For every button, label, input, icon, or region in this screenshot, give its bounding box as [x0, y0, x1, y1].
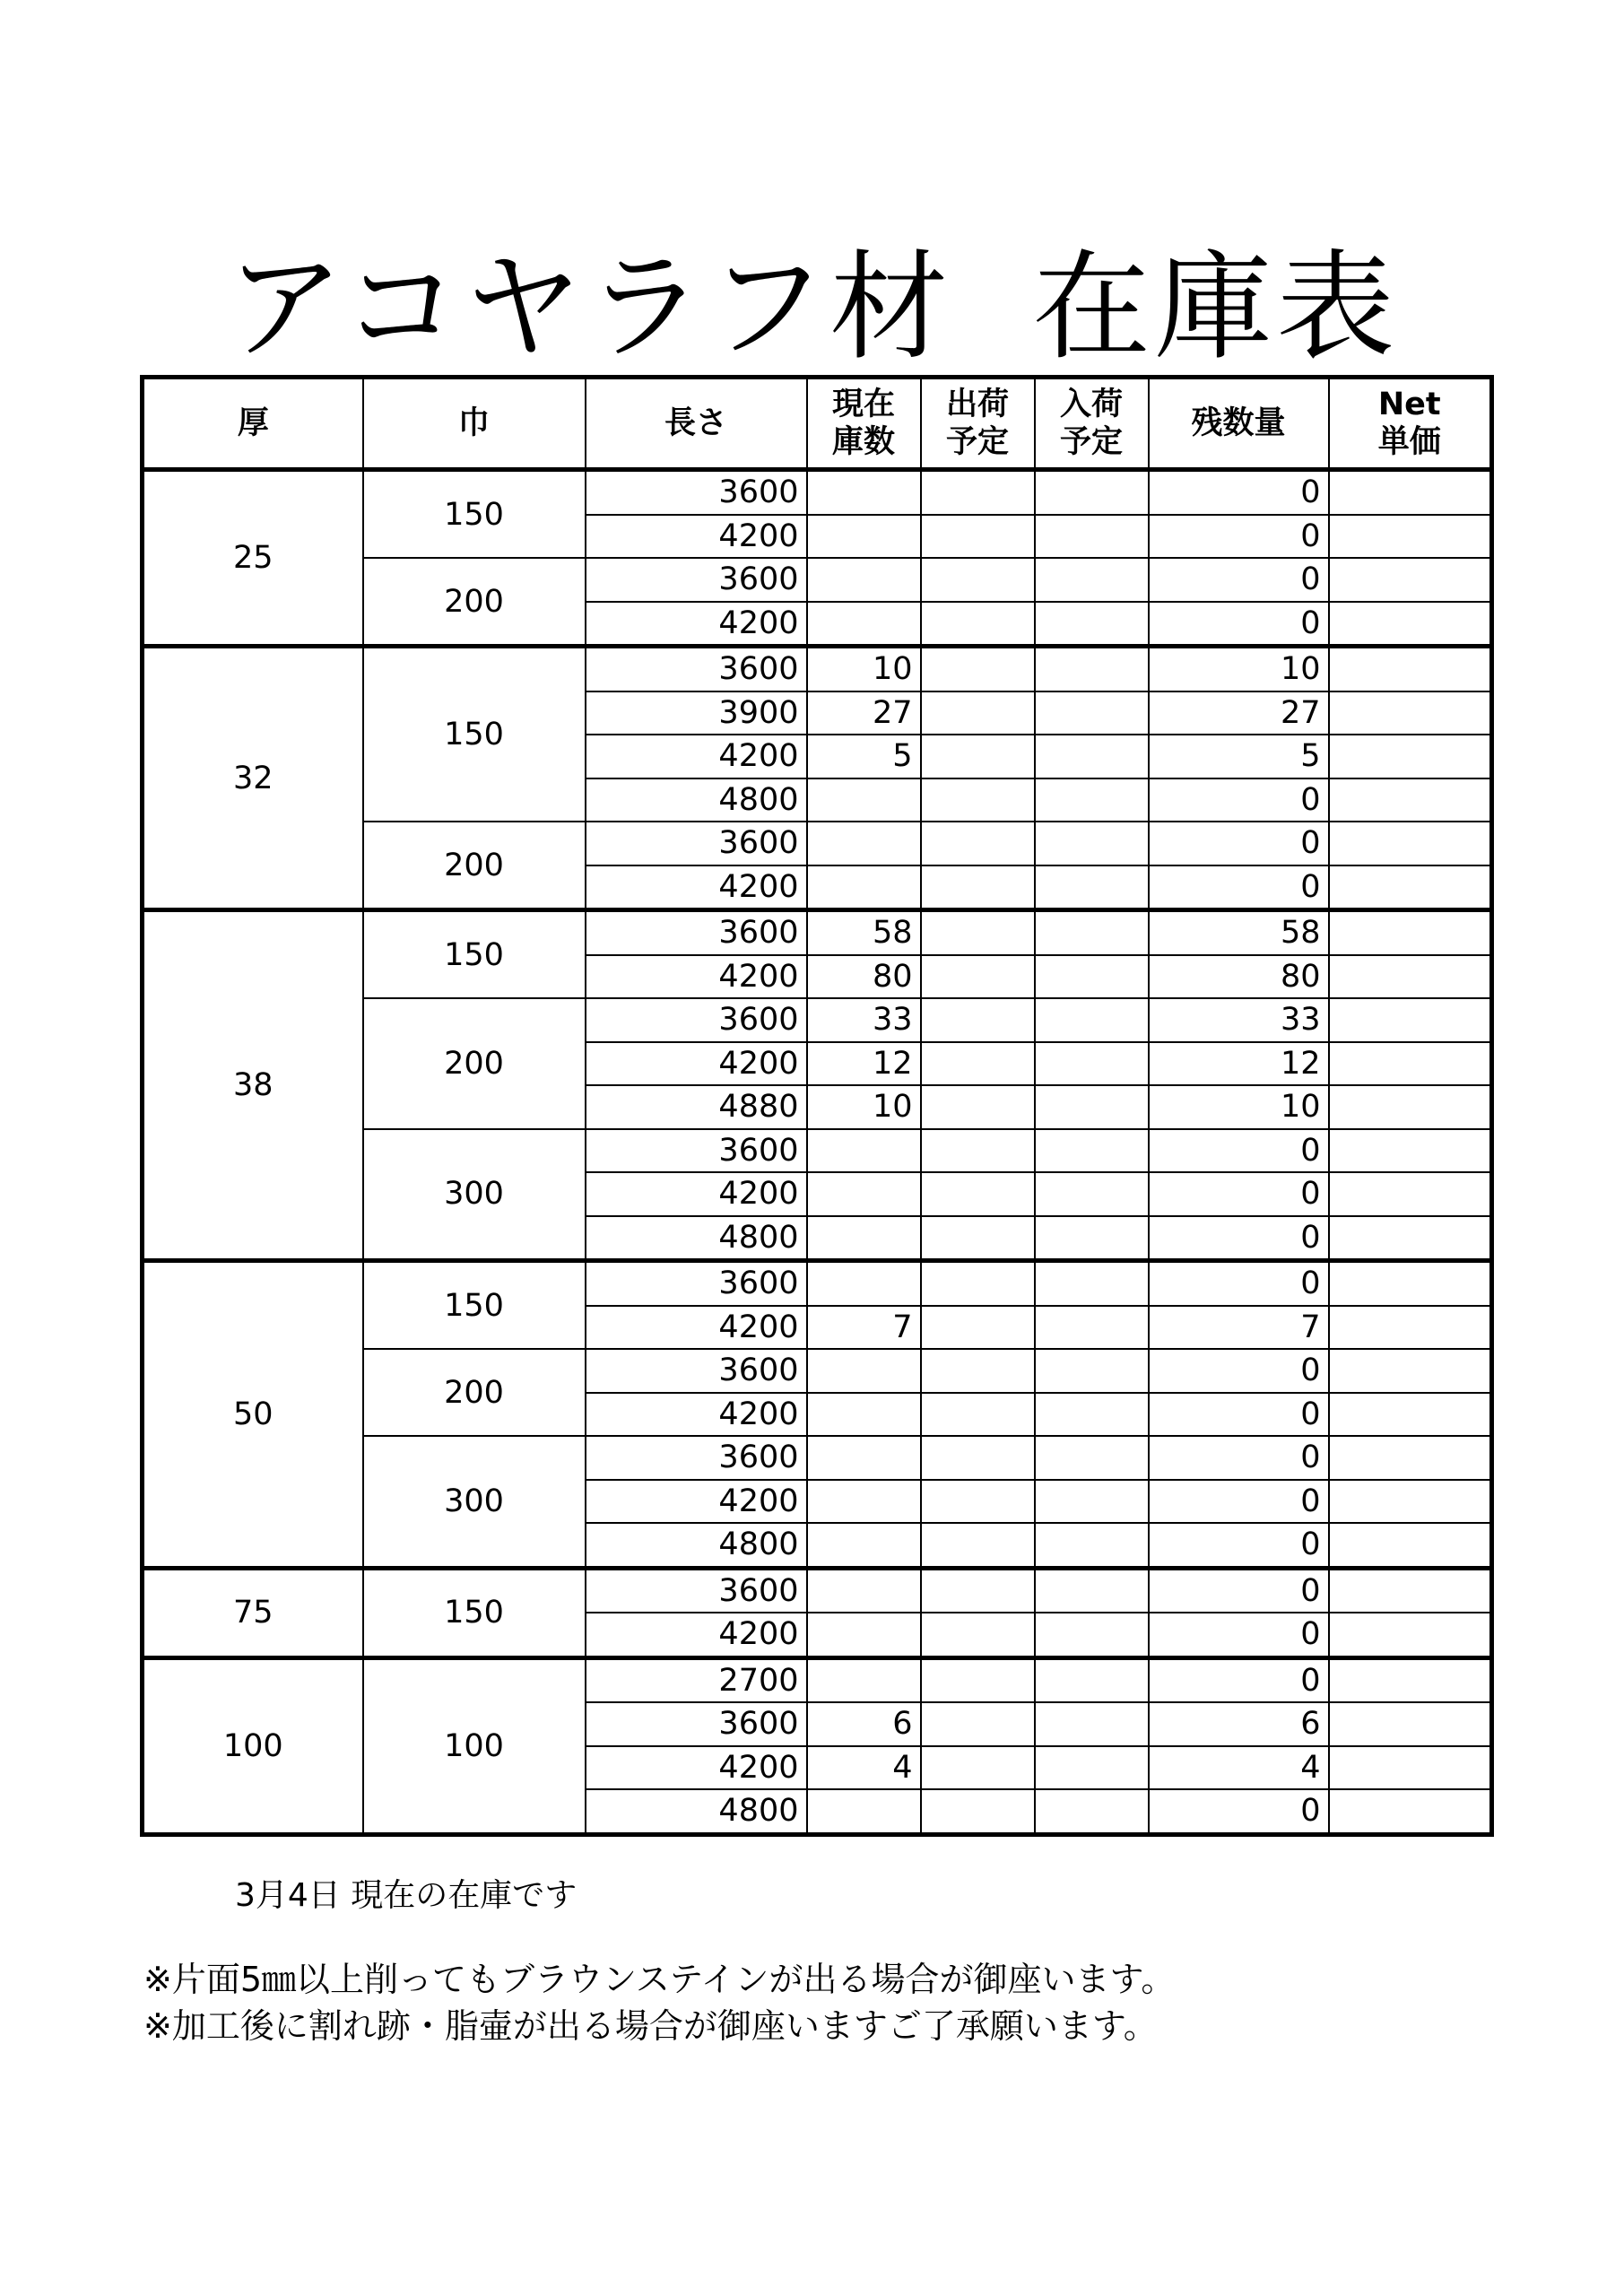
arrival-plan-cell: [1035, 1657, 1149, 1702]
net-price-cell: [1329, 1216, 1492, 1261]
length-cell: 4200: [586, 1613, 807, 1657]
length-cell: 3600: [586, 1129, 807, 1173]
remaining-cell: 0: [1149, 822, 1329, 865]
arrival-plan-cell: [1035, 1480, 1149, 1524]
net-price-cell: [1329, 1042, 1492, 1086]
length-cell: 3600: [586, 558, 807, 602]
thickness-cell: 75: [143, 1568, 363, 1657]
remaining-cell: 12: [1149, 1042, 1329, 1086]
remaining-cell: 4: [1149, 1746, 1329, 1790]
arrival-plan-cell: [1035, 602, 1149, 647]
header-row: [143, 378, 1492, 470]
net-price-cell: [1329, 1306, 1492, 1350]
length-cell: 4200: [586, 515, 807, 559]
net-price-cell: [1329, 778, 1492, 822]
net-price-cell: [1329, 735, 1492, 778]
arrival-plan-cell: [1035, 1306, 1149, 1350]
net-price-cell: [1329, 822, 1492, 865]
remaining-cell: 0: [1149, 1657, 1329, 1702]
arrival-plan-cell: [1035, 822, 1149, 865]
remaining-cell: 0: [1149, 558, 1329, 602]
current-stock-cell: [807, 778, 921, 822]
crack-resin-note: ※加工後に割れ跡・脂壷が出る場合が御座いますご了承願います。: [143, 2006, 1158, 2046]
arrival-plan-cell: [1035, 647, 1149, 691]
remaining-cell: 10: [1149, 1085, 1329, 1129]
current-stock-cell: [807, 865, 921, 910]
brown-stain-note: ※片面5㎜以上削ってもブラウンステインが出る場合が御座います。: [143, 1960, 1176, 1999]
remaining-cell: 0: [1149, 1129, 1329, 1173]
remaining-cell: 0: [1149, 1568, 1329, 1613]
ship-plan-cell: [921, 558, 1035, 602]
arrival-plan-cell: [1035, 735, 1149, 778]
current-stock-cell: 33: [807, 998, 921, 1042]
net-price-cell: [1329, 1523, 1492, 1568]
header-net-price: Net 単価: [1329, 378, 1492, 470]
arrival-plan-cell: [1035, 1216, 1149, 1261]
length-cell: 3600: [586, 1568, 807, 1613]
net-price-cell: [1329, 998, 1492, 1042]
ship-plan-cell: [921, 1393, 1035, 1437]
thickness-cell: 25: [143, 470, 363, 647]
arrival-plan-cell: [1035, 998, 1149, 1042]
arrival-plan-cell: [1035, 691, 1149, 735]
current-stock-cell: 27: [807, 691, 921, 735]
length-cell: 3600: [586, 1349, 807, 1393]
remaining-cell: 0: [1149, 1216, 1329, 1261]
width-cell: 200: [363, 822, 586, 910]
current-stock-cell: [807, 515, 921, 559]
length-cell: 3600: [586, 1436, 807, 1480]
net-price-cell: [1329, 1702, 1492, 1746]
table-row: [143, 1261, 1492, 1306]
arrival-plan-cell: [1035, 515, 1149, 559]
ship-plan-cell: [921, 1523, 1035, 1568]
length-cell: 4800: [586, 1789, 807, 1834]
ship-plan-cell: [921, 470, 1035, 515]
net-price-cell: [1329, 1657, 1492, 1702]
ship-plan-cell: [921, 955, 1035, 999]
arrival-plan-cell: [1035, 910, 1149, 955]
length-cell: 4880: [586, 1085, 807, 1129]
header-arrival-plan: 入荷 予定: [1035, 378, 1149, 470]
arrival-plan-cell: [1035, 1172, 1149, 1216]
current-stock-cell: [807, 1789, 921, 1834]
remaining-cell: 0: [1149, 1261, 1329, 1306]
remaining-cell: 0: [1149, 1523, 1329, 1568]
arrival-plan-cell: [1035, 1261, 1149, 1306]
ship-plan-cell: [921, 1746, 1035, 1790]
ship-plan-cell: [921, 1480, 1035, 1524]
remaining-cell: 58: [1149, 910, 1329, 955]
length-cell: 4200: [586, 602, 807, 647]
arrival-plan-cell: [1035, 1436, 1149, 1480]
length-cell: 3600: [586, 1702, 807, 1746]
net-price-cell: [1329, 1085, 1492, 1129]
table-row: [143, 1568, 1492, 1613]
remaining-cell: 7: [1149, 1306, 1329, 1350]
length-cell: 4800: [586, 778, 807, 822]
current-stock-cell: 6: [807, 1702, 921, 1746]
title-stock-table: 在庫表: [1032, 239, 1399, 377]
arrival-plan-cell: [1035, 558, 1149, 602]
width-cell: 300: [363, 1129, 586, 1261]
remaining-cell: 0: [1149, 1613, 1329, 1657]
arrival-plan-cell: [1035, 1523, 1149, 1568]
ship-plan-cell: [921, 822, 1035, 865]
current-stock-cell: [807, 1349, 921, 1393]
current-stock-cell: [807, 1523, 921, 1568]
current-stock-cell: [807, 1172, 921, 1216]
ship-plan-cell: [921, 1436, 1035, 1480]
ship-plan-cell: [921, 998, 1035, 1042]
width-cell: 150: [363, 1261, 586, 1350]
title-product: アコヤラフ材: [225, 239, 952, 377]
net-price-cell: [1329, 955, 1492, 999]
net-price-cell: [1329, 1261, 1492, 1306]
header-remaining: 残数量: [1149, 378, 1329, 470]
current-stock-cell: 4: [807, 1746, 921, 1790]
net-price-cell: [1329, 647, 1492, 691]
remaining-cell: 0: [1149, 1480, 1329, 1524]
length-cell: 3600: [586, 822, 807, 865]
header-thickness: 厚: [143, 378, 363, 470]
width-cell: 200: [363, 558, 586, 647]
net-price-cell: [1329, 515, 1492, 559]
net-price-cell: [1329, 1746, 1492, 1790]
length-cell: 3600: [586, 910, 807, 955]
net-price-cell: [1329, 602, 1492, 647]
net-price-cell: [1329, 558, 1492, 602]
ship-plan-cell: [921, 735, 1035, 778]
header-length: 長さ: [586, 378, 807, 470]
net-price-cell: [1329, 1789, 1492, 1834]
net-price-cell: [1329, 1613, 1492, 1657]
remaining-cell: 6: [1149, 1702, 1329, 1746]
current-stock-cell: [807, 1436, 921, 1480]
current-stock-cell: [807, 1480, 921, 1524]
arrival-plan-cell: [1035, 1042, 1149, 1086]
length-cell: 4800: [586, 1523, 807, 1568]
remaining-cell: 0: [1149, 602, 1329, 647]
length-cell: 4200: [586, 1306, 807, 1350]
remaining-cell: 0: [1149, 865, 1329, 910]
remaining-cell: 0: [1149, 1349, 1329, 1393]
current-stock-cell: [807, 558, 921, 602]
remaining-cell: 0: [1149, 470, 1329, 515]
remaining-cell: 33: [1149, 998, 1329, 1042]
remaining-cell: 0: [1149, 1789, 1329, 1834]
current-stock-cell: [807, 1657, 921, 1702]
net-price-cell: [1329, 470, 1492, 515]
ship-plan-cell: [921, 1349, 1035, 1393]
length-cell: 3900: [586, 691, 807, 735]
width-cell: 100: [363, 1657, 586, 1834]
length-cell: 4200: [586, 1393, 807, 1437]
ship-plan-cell: [921, 1216, 1035, 1261]
ship-plan-cell: [921, 865, 1035, 910]
arrival-plan-cell: [1035, 1789, 1149, 1834]
table-row: [143, 470, 1492, 515]
length-cell: 3600: [586, 470, 807, 515]
remaining-cell: 5: [1149, 735, 1329, 778]
width-cell: 300: [363, 1436, 586, 1568]
length-cell: 3600: [586, 998, 807, 1042]
table-row: [143, 1657, 1492, 1702]
stock-table-body: [143, 470, 1492, 1835]
width-cell: 150: [363, 1568, 586, 1657]
width-cell: 200: [363, 998, 586, 1129]
ship-plan-cell: [921, 1042, 1035, 1086]
ship-plan-cell: [921, 647, 1035, 691]
remaining-cell: 10: [1149, 647, 1329, 691]
ship-plan-cell: [921, 1613, 1035, 1657]
as-of-date-note: 3月4日 現在の在庫です: [235, 1877, 578, 1914]
remaining-cell: 0: [1149, 1172, 1329, 1216]
current-stock-cell: [807, 602, 921, 647]
net-price-cell: [1329, 1568, 1492, 1613]
remaining-cell: 0: [1149, 778, 1329, 822]
arrival-plan-cell: [1035, 1129, 1149, 1173]
current-stock-cell: [807, 1129, 921, 1173]
net-price-cell: [1329, 1129, 1492, 1173]
header-width: 巾: [363, 378, 586, 470]
current-stock-cell: 5: [807, 735, 921, 778]
length-cell: 4200: [586, 1042, 807, 1086]
remaining-cell: 27: [1149, 691, 1329, 735]
current-stock-cell: [807, 1261, 921, 1306]
ship-plan-cell: [921, 778, 1035, 822]
thickness-cell: 32: [143, 647, 363, 910]
ship-plan-cell: [921, 515, 1035, 559]
page-title: [0, 240, 1624, 375]
arrival-plan-cell: [1035, 1085, 1149, 1129]
net-price-cell: [1329, 691, 1492, 735]
header-ship-plan: 出荷 予定: [921, 378, 1035, 470]
remaining-cell: 0: [1149, 515, 1329, 559]
width-cell: 150: [363, 647, 586, 822]
stock-table: [140, 375, 1494, 1837]
current-stock-cell: [807, 1613, 921, 1657]
thickness-cell: 100: [143, 1657, 363, 1834]
arrival-plan-cell: [1035, 470, 1149, 515]
length-cell: 3600: [586, 1261, 807, 1306]
arrival-plan-cell: [1035, 1568, 1149, 1613]
net-price-cell: [1329, 1393, 1492, 1437]
ship-plan-cell: [921, 1306, 1035, 1350]
table-row: [143, 647, 1492, 691]
net-price-cell: [1329, 1436, 1492, 1480]
thickness-cell: 50: [143, 1261, 363, 1569]
length-cell: 4200: [586, 1172, 807, 1216]
width-cell: 200: [363, 1349, 586, 1436]
current-stock-cell: 7: [807, 1306, 921, 1350]
current-stock-cell: [807, 822, 921, 865]
arrival-plan-cell: [1035, 1746, 1149, 1790]
ship-plan-cell: [921, 1261, 1035, 1306]
table-row: [143, 910, 1492, 955]
current-stock-cell: 10: [807, 647, 921, 691]
remaining-cell: 0: [1149, 1436, 1329, 1480]
thickness-cell: 38: [143, 910, 363, 1261]
ship-plan-cell: [921, 1789, 1035, 1834]
arrival-plan-cell: [1035, 865, 1149, 910]
current-stock-cell: 58: [807, 910, 921, 955]
current-stock-cell: [807, 1216, 921, 1261]
length-cell: 4800: [586, 1216, 807, 1261]
length-cell: 4200: [586, 1480, 807, 1524]
current-stock-cell: [807, 1393, 921, 1437]
ship-plan-cell: [921, 1702, 1035, 1746]
arrival-plan-cell: [1035, 1702, 1149, 1746]
net-price-cell: [1329, 1349, 1492, 1393]
width-cell: 150: [363, 910, 586, 999]
length-cell: 3600: [586, 647, 807, 691]
ship-plan-cell: [921, 1568, 1035, 1613]
ship-plan-cell: [921, 1172, 1035, 1216]
net-price-cell: [1329, 1480, 1492, 1524]
ship-plan-cell: [921, 602, 1035, 647]
net-price-cell: [1329, 865, 1492, 910]
arrival-plan-cell: [1035, 1393, 1149, 1437]
length-cell: 4200: [586, 735, 807, 778]
remaining-cell: 80: [1149, 955, 1329, 999]
header-current-stock: 現在 庫数: [807, 378, 921, 470]
length-cell: 4200: [586, 1746, 807, 1790]
current-stock-cell: [807, 1568, 921, 1613]
ship-plan-cell: [921, 691, 1035, 735]
ship-plan-cell: [921, 1085, 1035, 1129]
ship-plan-cell: [921, 1129, 1035, 1173]
current-stock-cell: 10: [807, 1085, 921, 1129]
arrival-plan-cell: [1035, 1349, 1149, 1393]
ship-plan-cell: [921, 910, 1035, 955]
length-cell: 4200: [586, 865, 807, 910]
net-price-cell: [1329, 1172, 1492, 1216]
remaining-cell: 0: [1149, 1393, 1329, 1437]
ship-plan-cell: [921, 1657, 1035, 1702]
arrival-plan-cell: [1035, 778, 1149, 822]
width-cell: 150: [363, 470, 586, 559]
current-stock-cell: [807, 470, 921, 515]
current-stock-cell: 12: [807, 1042, 921, 1086]
arrival-plan-cell: [1035, 1613, 1149, 1657]
arrival-plan-cell: [1035, 955, 1149, 999]
length-cell: 4200: [586, 955, 807, 999]
net-price-cell: [1329, 910, 1492, 955]
current-stock-cell: 80: [807, 955, 921, 999]
length-cell: 2700: [586, 1657, 807, 1702]
